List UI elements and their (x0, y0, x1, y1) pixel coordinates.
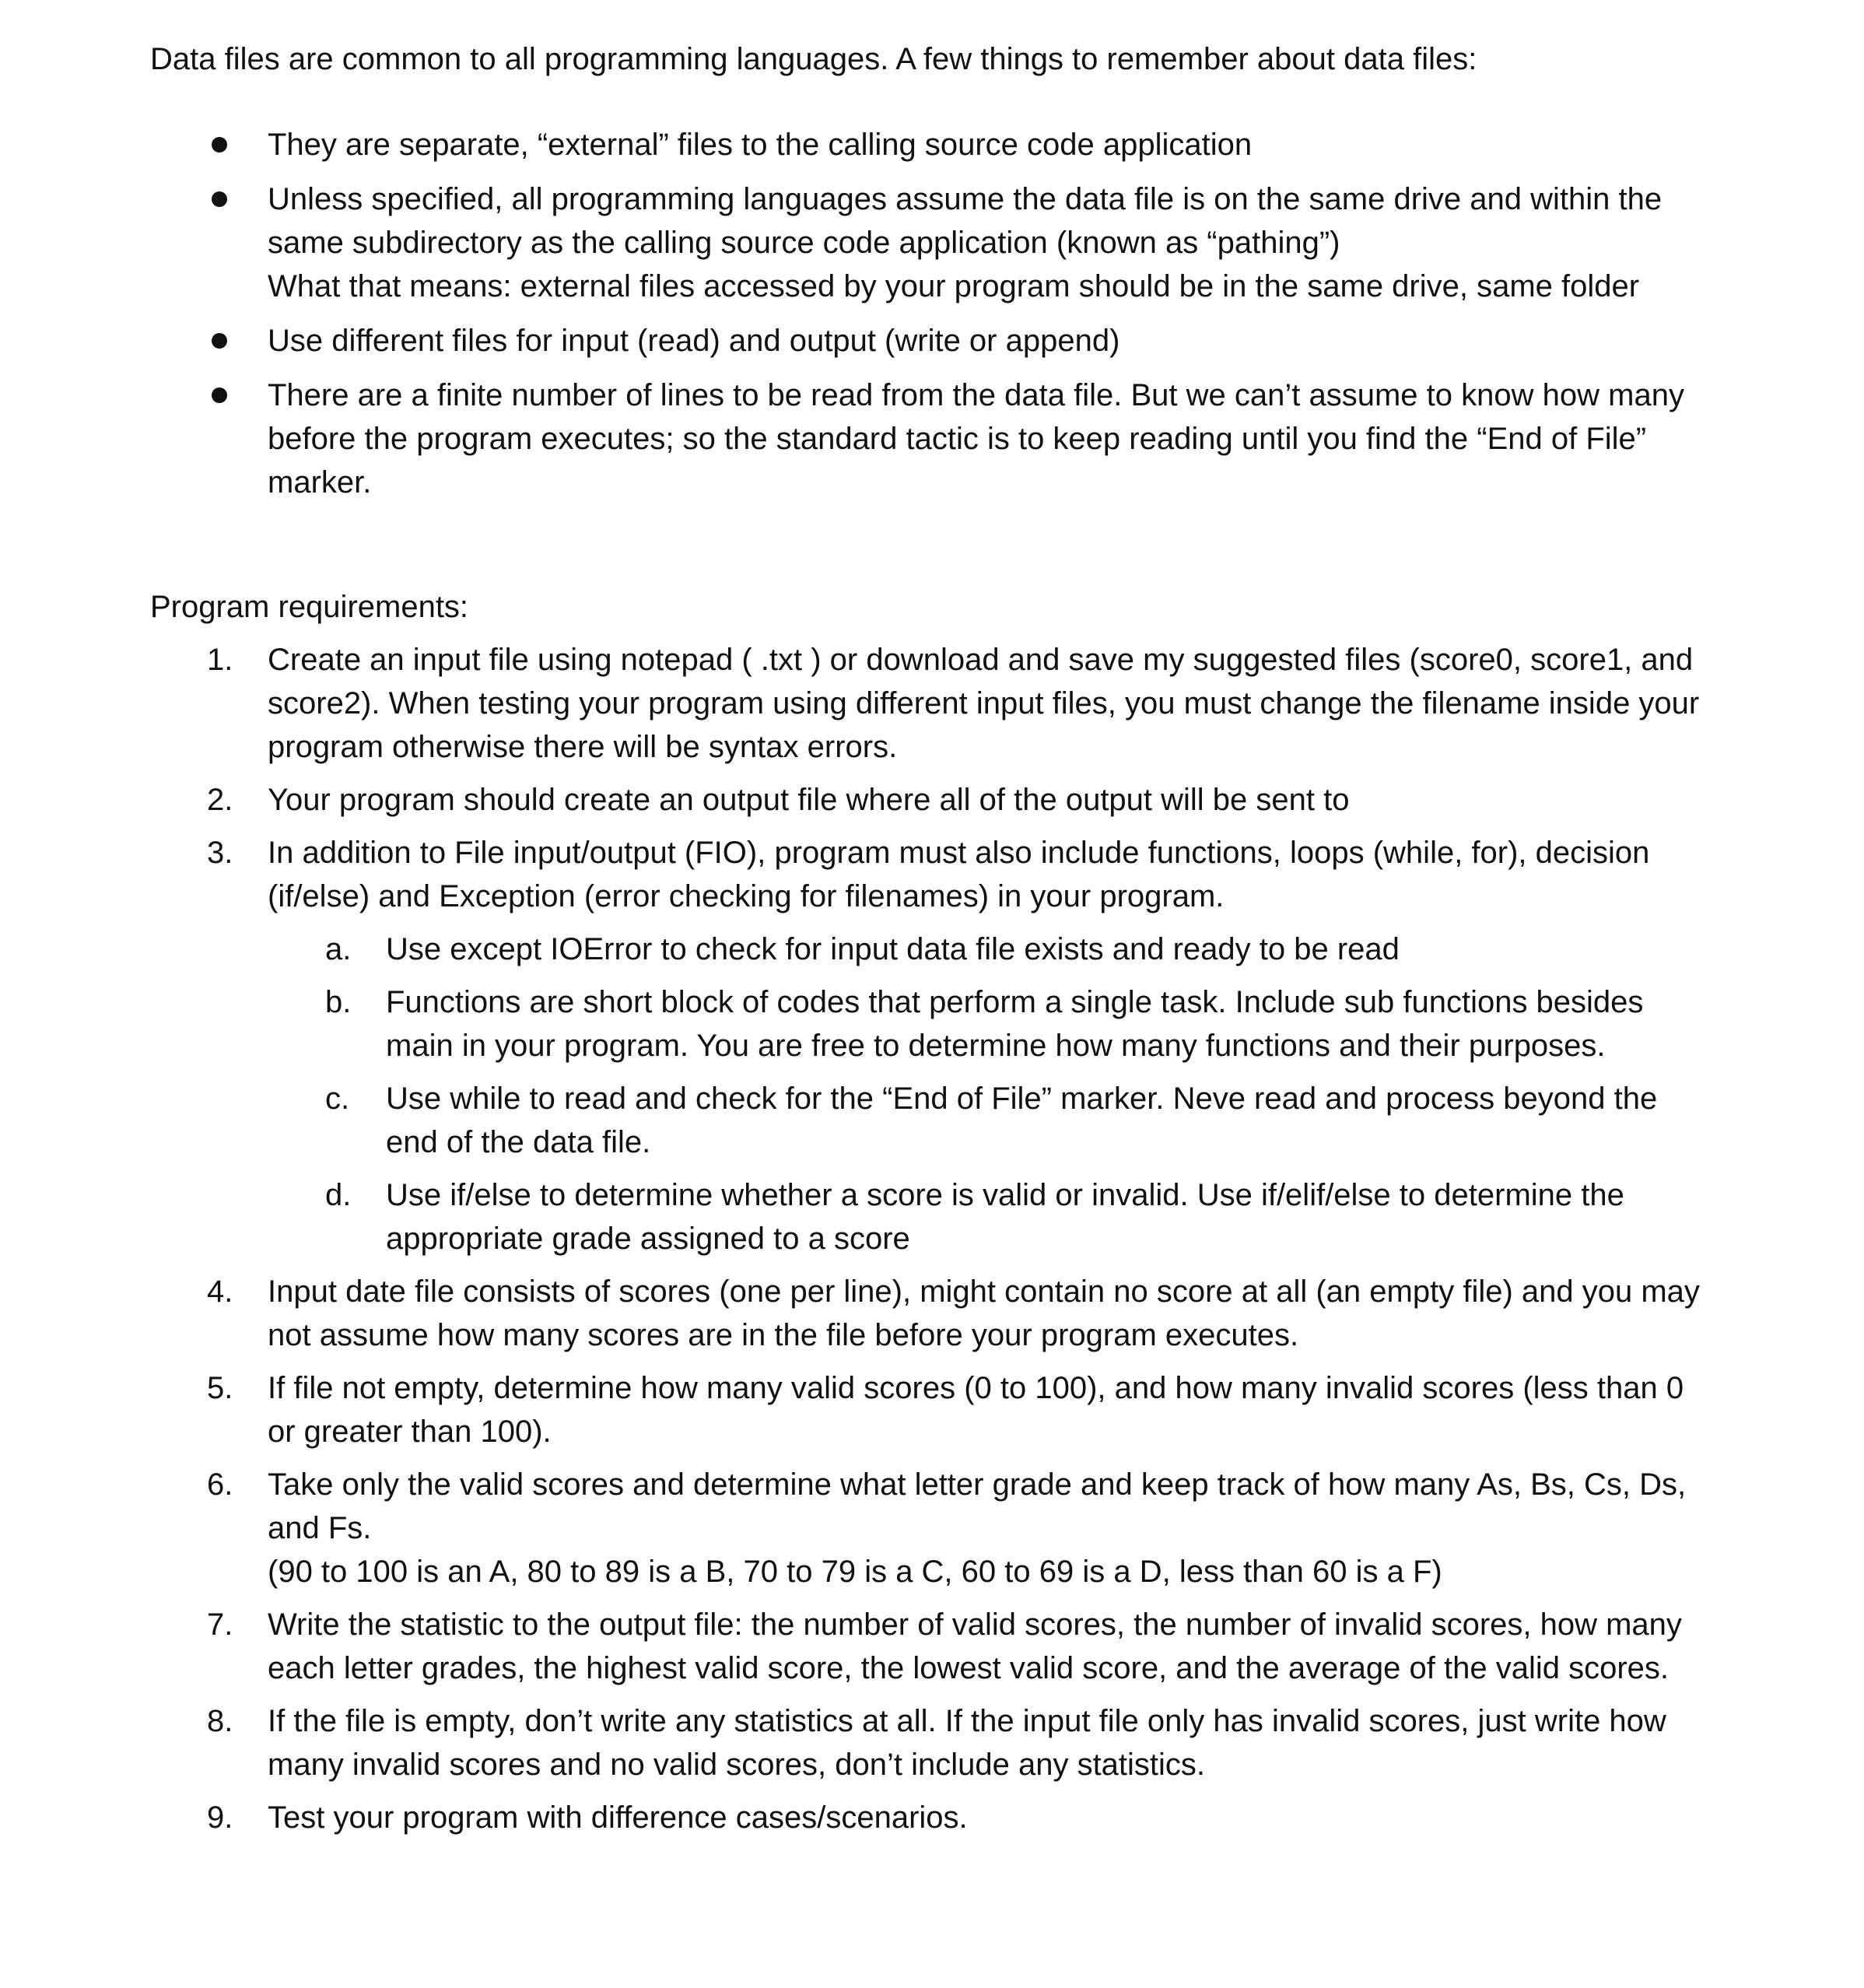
requirement-number: 1. (207, 643, 233, 677)
requirement-number: 8. (207, 1704, 233, 1738)
requirements-heading: Program requirements: (150, 590, 469, 624)
requirement-item (0, 1796, 1864, 1839)
sub-requirement-letter: a. (325, 932, 352, 966)
sub-requirement-text: Use while to read and check for the “End of File” marker. Neve read and process beyond the end of the data file. (386, 1082, 1658, 1159)
requirement-number: 5. (207, 1371, 233, 1405)
sub-requirements-list (268, 927, 1701, 1260)
requirement-text: Write the statistic to the output file: the number of valid scores, the number of invalid scores, how many each letter grades, the highest valid score, the lowest valid score, and the average of the valid scores. (268, 1608, 1682, 1685)
intro-paragraph: Data files are common to all programming languages. A few things to remember about data files: (150, 42, 1477, 76)
requirement-item (0, 778, 1864, 822)
requirement-number: 3. (207, 836, 233, 870)
data-file-notes-list (0, 123, 1864, 515)
requirement-number: 9. (207, 1800, 233, 1835)
requirement-item (0, 1699, 1864, 1786)
bullet-text: They are separate, “external” files to the calling source code application (268, 128, 1253, 162)
sub-requirement-item (268, 1173, 1701, 1260)
requirement-item (0, 1366, 1864, 1453)
bullet-dot-icon (212, 191, 227, 207)
requirement-text: Your program should create an output file where all of the output will be sent to (268, 783, 1350, 817)
sub-requirement-item (268, 927, 1701, 971)
sub-requirement-text: Use if/else to determine whether a score is valid or invalid. Use if/elif/else to determine the appropriate grade assigned to a score (386, 1178, 1624, 1256)
requirement-text: Create an input file using notepad ( .txt ) or download and save my suggested files (score0, score1, and score2). When testing your program using different input files, you must change the filename inside your program otherwise there will be syntax errors. (268, 643, 1700, 764)
sub-requirement-text: Functions are short block of codes that perform a single task. Include sub functions besides main in your program. You are free to determine how many functions and their purposes. (386, 985, 1644, 1063)
sub-requirement-letter: d. (325, 1178, 352, 1212)
requirement-number: 4. (207, 1274, 233, 1309)
requirement-text: If file not empty, determine how many valid scores (0 to 100), and how many invalid scores (less than 0 or greater than 100). (268, 1371, 1684, 1449)
requirement-text: (90 to 100 is an A, 80 to 89 is a B, 70 to 79 is a C, 60 to 69 is a D, less than 60 is a F) (268, 1555, 1442, 1589)
requirement-item (0, 1270, 1864, 1357)
requirement-number: 6. (207, 1467, 233, 1502)
requirement-text: Take only the valid scores and determine what letter grade and keep track of how many As, Bs, Cs, Ds, and Fs. (268, 1467, 1687, 1545)
bullet-text: Unless specified, all programming languages assume the data file is on the same drive and within the same subdirectory as the calling source code application (known as “pathing”) (268, 182, 1663, 260)
bullet-dot-icon (212, 137, 227, 153)
bullet-item (0, 177, 1864, 308)
requirement-text: Input date file consists of scores (one per line), might contain no score at all (an empty file) and you may not assume how many scores are in the file before your program executes. (268, 1274, 1700, 1352)
requirement-text: If the file is empty, don’t write any statistics at all. If the input file only has invalid scores, just write how many invalid scores and no valid scores, don’t include any statistics. (268, 1704, 1666, 1782)
requirement-text: In addition to File input/output (FIO), program must also include functions, loops (while, for), decision (if/else) and Exception (error checking for filenames) in your program. (268, 836, 1650, 913)
bullet-text: What that means: external files accessed by your program should be in the same drive, same folder (268, 269, 1640, 303)
bullet-dot-icon (212, 387, 227, 403)
requirement-item (0, 1603, 1864, 1690)
bullet-dot-icon (212, 333, 227, 349)
bullet-item (0, 373, 1864, 504)
requirement-item (0, 831, 1864, 1260)
sub-requirement-letter: c. (325, 1082, 350, 1116)
bullet-text: Use different files for input (read) and output (write or append) (268, 324, 1120, 358)
sub-requirement-item (268, 980, 1701, 1068)
sub-requirement-item (268, 1077, 1701, 1164)
sub-requirement-letter: b. (325, 985, 352, 1019)
requirement-item (0, 638, 1864, 769)
bullet-item (0, 319, 1864, 363)
bullet-text: There are a finite number of lines to be read from the data file. But we can’t assume to know how many before the program executes; so the standard tactic is to keep reading until you find the “End of File” marker. (268, 378, 1684, 500)
requirement-number: 2. (207, 783, 233, 817)
bullet-item (0, 123, 1864, 167)
requirement-item (0, 1463, 1864, 1594)
requirement-number: 7. (207, 1608, 233, 1642)
requirements-list (0, 638, 1864, 1849)
sub-requirement-text: Use except IOError to check for input data file exists and ready to be read (386, 932, 1400, 966)
requirement-text: Test your program with difference cases/scenarios. (268, 1800, 968, 1835)
